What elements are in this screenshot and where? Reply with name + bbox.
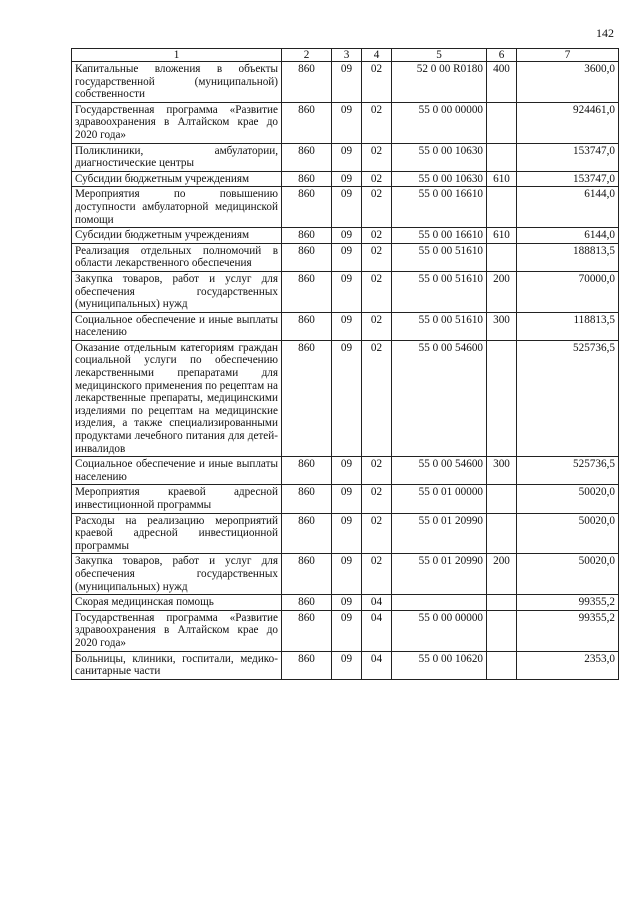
ministry-code-cell: 860 xyxy=(282,457,332,485)
expense-type-cell xyxy=(487,243,517,271)
row-name-cell: Субсидии бюджетным учреждениям xyxy=(72,228,282,244)
section-code-cell: 09 xyxy=(332,513,362,554)
ministry-code-cell: 860 xyxy=(282,187,332,228)
ministry-code-cell: 860 xyxy=(282,62,332,103)
target-article-cell xyxy=(392,595,487,611)
table-row xyxy=(72,610,619,651)
target-article-cell: 55 0 00 00000 xyxy=(392,610,487,651)
section-code-cell: 09 xyxy=(332,595,362,611)
section-code-cell: 09 xyxy=(332,228,362,244)
expense-type-cell: 200 xyxy=(487,554,517,595)
header-cell: 1 xyxy=(72,49,282,62)
subsection-code-cell: 02 xyxy=(362,243,392,271)
subsection-code-cell: 02 xyxy=(362,340,392,456)
subsection-code-cell: 02 xyxy=(362,312,392,340)
ministry-code-cell: 860 xyxy=(282,171,332,187)
row-name-cell: Закупка товаров, работ и услуг для обеспечения государственных (муниципальных) нужд xyxy=(72,271,282,312)
row-name-cell: Расходы на реализацию мероприятий краевой адресной инвестиционной программы xyxy=(72,513,282,554)
section-code-cell: 09 xyxy=(332,171,362,187)
row-name-cell: Мероприятия краевой адресной инвестиционной программы xyxy=(72,485,282,513)
amount-cell: 118813,5 xyxy=(517,312,619,340)
table-row xyxy=(72,595,619,611)
ministry-code-cell: 860 xyxy=(282,595,332,611)
row-name-cell: Больницы, клиники, госпитали, медико-санитарные части xyxy=(72,651,282,679)
row-name-cell: Поликлиники, амбулатории, диагностические центры xyxy=(72,143,282,171)
subsection-code-cell: 02 xyxy=(362,271,392,312)
header-cell: 5 xyxy=(392,49,487,62)
row-name-cell: Государственная программа «Развитие здравоохранения в Алтайском крае до 2020 года» xyxy=(72,102,282,143)
target-article-cell: 55 0 00 51610 xyxy=(392,312,487,340)
ministry-code-cell: 860 xyxy=(282,228,332,244)
subsection-code-cell: 02 xyxy=(362,102,392,143)
table-header-row xyxy=(72,49,619,62)
amount-cell: 525736,5 xyxy=(517,457,619,485)
target-article-cell: 52 0 00 R0180 xyxy=(392,62,487,103)
section-code-cell: 09 xyxy=(332,610,362,651)
ministry-code-cell: 860 xyxy=(282,243,332,271)
amount-cell: 188813,5 xyxy=(517,243,619,271)
expense-type-cell: 610 xyxy=(487,171,517,187)
target-article-cell: 55 0 01 20990 xyxy=(392,554,487,595)
subsection-code-cell: 02 xyxy=(362,485,392,513)
ministry-code-cell: 860 xyxy=(282,513,332,554)
expense-type-cell xyxy=(487,485,517,513)
expense-type-cell xyxy=(487,340,517,456)
subsection-code-cell: 02 xyxy=(362,513,392,554)
table-row xyxy=(72,102,619,143)
subsection-code-cell: 02 xyxy=(362,62,392,103)
target-article-cell: 55 0 00 54600 xyxy=(392,457,487,485)
table-row xyxy=(72,187,619,228)
target-article-cell: 55 0 00 51610 xyxy=(392,243,487,271)
table-row xyxy=(72,171,619,187)
amount-cell: 70000,0 xyxy=(517,271,619,312)
amount-cell: 50020,0 xyxy=(517,554,619,595)
table-row xyxy=(72,243,619,271)
target-article-cell: 55 0 00 00000 xyxy=(392,102,487,143)
table-row xyxy=(72,457,619,485)
row-name-cell: Оказание отдельным категориям граждан социальной услуги по обеспечению лекарственными препаратами для медицинского применения по рецептам на лекарственные препараты, медицинскими изделиями по рецептам на медицинские изделия, а также специализированными продуктами лечебного питания для детей-инвалидов xyxy=(72,340,282,456)
amount-cell: 50020,0 xyxy=(517,485,619,513)
expense-type-cell: 200 xyxy=(487,271,517,312)
expense-type-cell xyxy=(487,513,517,554)
expense-type-cell: 300 xyxy=(487,457,517,485)
row-name-cell: Субсидии бюджетным учреждениям xyxy=(72,171,282,187)
subsection-code-cell: 02 xyxy=(362,143,392,171)
target-article-cell: 55 0 00 10620 xyxy=(392,651,487,679)
section-code-cell: 09 xyxy=(332,554,362,595)
amount-cell: 6144,0 xyxy=(517,187,619,228)
section-code-cell: 09 xyxy=(332,102,362,143)
subsection-code-cell: 04 xyxy=(362,610,392,651)
header-cell: 7 xyxy=(517,49,619,62)
section-code-cell: 09 xyxy=(332,340,362,456)
subsection-code-cell: 02 xyxy=(362,228,392,244)
ministry-code-cell: 860 xyxy=(282,312,332,340)
table-row xyxy=(72,143,619,171)
expense-type-cell: 610 xyxy=(487,228,517,244)
row-name-cell: Капитальные вложения в объекты государственной (муниципальной) собственности xyxy=(72,62,282,103)
row-name-cell: Социальное обеспечение и иные выплаты населению xyxy=(72,312,282,340)
amount-cell: 2353,0 xyxy=(517,651,619,679)
table-row xyxy=(72,513,619,554)
section-code-cell: 09 xyxy=(332,312,362,340)
target-article-cell: 55 0 00 16610 xyxy=(392,228,487,244)
ministry-code-cell: 860 xyxy=(282,340,332,456)
ministry-code-cell: 860 xyxy=(282,271,332,312)
expense-type-cell xyxy=(487,651,517,679)
subsection-code-cell: 02 xyxy=(362,171,392,187)
table-row xyxy=(72,485,619,513)
expense-type-cell xyxy=(487,595,517,611)
expense-type-cell xyxy=(487,610,517,651)
row-name-cell: Государственная программа «Развитие здравоохранения в Алтайском крае до 2020 года» xyxy=(72,610,282,651)
table-row xyxy=(72,271,619,312)
page-number: 142 xyxy=(596,26,614,40)
expense-type-cell xyxy=(487,187,517,228)
amount-cell: 99355,2 xyxy=(517,610,619,651)
header-cell: 3 xyxy=(332,49,362,62)
ministry-code-cell: 860 xyxy=(282,651,332,679)
row-name-cell: Скорая медицинская помощь xyxy=(72,595,282,611)
table-row xyxy=(72,62,619,103)
amount-cell: 153747,0 xyxy=(517,143,619,171)
target-article-cell: 55 0 00 10630 xyxy=(392,171,487,187)
subsection-code-cell: 02 xyxy=(362,187,392,228)
section-code-cell: 09 xyxy=(332,485,362,513)
target-article-cell: 55 0 00 16610 xyxy=(392,187,487,228)
subsection-code-cell: 02 xyxy=(362,554,392,595)
section-code-cell: 09 xyxy=(332,457,362,485)
table-row xyxy=(72,312,619,340)
row-name-cell: Мероприятия по повышению доступности амбулаторной медицинской помощи xyxy=(72,187,282,228)
section-code-cell: 09 xyxy=(332,62,362,103)
amount-cell: 3600,0 xyxy=(517,62,619,103)
expense-type-cell xyxy=(487,102,517,143)
expense-type-cell xyxy=(487,143,517,171)
table-row xyxy=(72,554,619,595)
row-name-cell: Закупка товаров, работ и услуг для обеспечения государственных (муниципальных) нужд xyxy=(72,554,282,595)
header-cell: 4 xyxy=(362,49,392,62)
section-code-cell: 09 xyxy=(332,187,362,228)
section-code-cell: 09 xyxy=(332,271,362,312)
expense-type-cell: 400 xyxy=(487,62,517,103)
row-name-cell: Социальное обеспечение и иные выплаты населению xyxy=(72,457,282,485)
ministry-code-cell: 860 xyxy=(282,610,332,651)
ministry-code-cell: 860 xyxy=(282,143,332,171)
section-code-cell: 09 xyxy=(332,651,362,679)
amount-cell: 924461,0 xyxy=(517,102,619,143)
amount-cell: 6144,0 xyxy=(517,228,619,244)
amount-cell: 153747,0 xyxy=(517,171,619,187)
ministry-code-cell: 860 xyxy=(282,102,332,143)
section-code-cell: 09 xyxy=(332,143,362,171)
target-article-cell: 55 0 00 10630 xyxy=(392,143,487,171)
table-row xyxy=(72,340,619,456)
amount-cell: 525736,5 xyxy=(517,340,619,456)
header-cell: 6 xyxy=(487,49,517,62)
subsection-code-cell: 02 xyxy=(362,457,392,485)
subsection-code-cell: 04 xyxy=(362,651,392,679)
row-name-cell: Реализация отдельных полномочий в области лекарственного обеспечения xyxy=(72,243,282,271)
subsection-code-cell: 04 xyxy=(362,595,392,611)
amount-cell: 99355,2 xyxy=(517,595,619,611)
target-article-cell: 55 0 01 00000 xyxy=(392,485,487,513)
expense-type-cell: 300 xyxy=(487,312,517,340)
header-cell: 2 xyxy=(282,49,332,62)
target-article-cell: 55 0 00 51610 xyxy=(392,271,487,312)
amount-cell: 50020,0 xyxy=(517,513,619,554)
ministry-code-cell: 860 xyxy=(282,485,332,513)
table-row xyxy=(72,651,619,679)
table-row xyxy=(72,228,619,244)
budget-table xyxy=(71,48,619,680)
target-article-cell: 55 0 00 54600 xyxy=(392,340,487,456)
section-code-cell: 09 xyxy=(332,243,362,271)
ministry-code-cell: 860 xyxy=(282,554,332,595)
target-article-cell: 55 0 01 20990 xyxy=(392,513,487,554)
